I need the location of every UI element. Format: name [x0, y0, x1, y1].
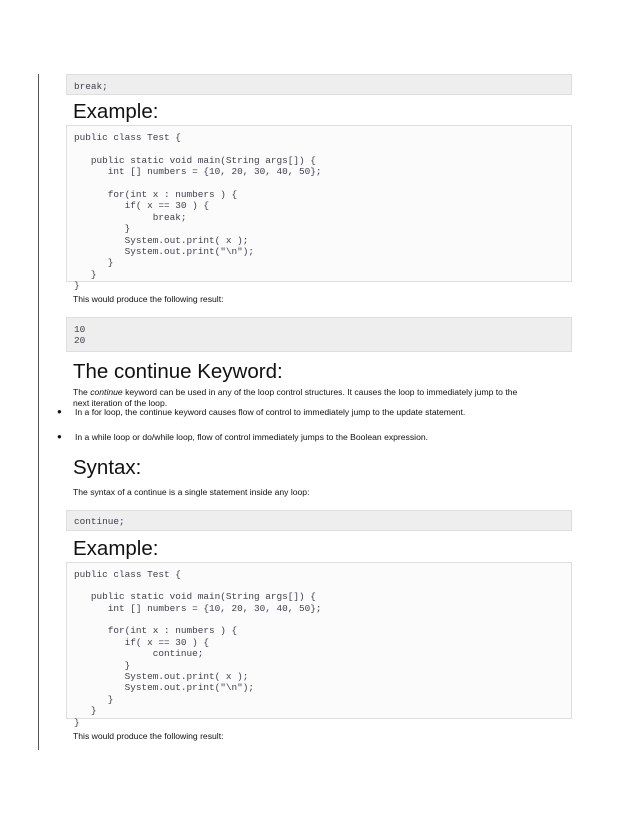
left-margin-rule: [38, 74, 39, 750]
code-line: System.out.print( x );: [74, 234, 249, 246]
code-line: }: [74, 716, 80, 728]
syntax-description: The syntax of a continue is a single statement inside any loop:: [73, 487, 310, 497]
heading-syntax: Syntax:: [73, 456, 142, 479]
code-line: if( x == 30 ) {: [74, 200, 210, 212]
code-line: [74, 143, 571, 154]
code-line: }: [74, 257, 114, 269]
code-line: public class Test {: [74, 132, 181, 143]
result-text-1: This would produce the following result:: [73, 294, 224, 304]
code-line: }: [74, 268, 97, 280]
code-block-continue-statement: [66, 510, 572, 531]
code-line: }: [74, 705, 97, 717]
continue-desc-rest: keyword can be used in any of the loop control structures. It causes the loop to immediately jump to the: [122, 386, 518, 397]
bullet-dot: ●: [57, 432, 62, 441]
code-line: if( x == 30 ) {: [74, 636, 210, 648]
result-text-2: This would produce the following result:: [73, 730, 224, 741]
code-line: int [] numbers = {10, 20, 30, 40, 50};: [74, 166, 322, 178]
bullet-text: In a for loop, the continue keyword causes flow of control to immediately jump to the update statement.: [75, 407, 466, 417]
code-line: for(int x : numbers ) {: [74, 188, 238, 200]
bullet-dot: ●: [57, 407, 62, 416]
document-content-lower: [66, 456, 572, 742]
heading-example-2: Example:: [73, 536, 159, 560]
continue-desc-line2: next iteration of the loop.: [73, 398, 168, 408]
code-line: [74, 614, 571, 625]
code-block-example-2: [66, 562, 572, 728]
code-line: int [] numbers = {10, 20, 30, 40, 50};: [74, 602, 322, 614]
code-line: }: [74, 280, 80, 292]
code-line: continue;: [74, 515, 125, 527]
code-line: public static void main(String args[]) {: [74, 591, 316, 603]
code-line: System.out.print("\n");: [74, 245, 255, 257]
heading-example-1: Example:: [73, 100, 159, 123]
code-block-output-1: [66, 317, 572, 352]
code-line: break;: [74, 81, 108, 92]
code-block-example-1: [66, 125, 572, 292]
code-line: System.out.print( x );: [74, 671, 249, 683]
code-line: for(int x : numbers ) {: [74, 625, 238, 637]
document-content: [66, 74, 572, 410]
bullet-text: In a while loop or do/while loop, flow of control immediately jumps to the Boolean expression.: [75, 432, 429, 442]
code-line: public static void main(String args[]) {: [74, 154, 316, 166]
continue-desc-prefix: The: [73, 386, 91, 397]
code-line: }: [74, 693, 114, 705]
code-line: public class Test {: [74, 568, 181, 580]
continue-keyword-italic: continue: [90, 386, 123, 397]
code-line: }: [74, 659, 131, 671]
code-line: break;: [74, 211, 187, 223]
output-line: 10: [74, 323, 86, 335]
code-line: [74, 580, 571, 591]
code-line: continue;: [74, 648, 204, 660]
code-line: [74, 178, 571, 189]
code-line: }: [74, 223, 131, 235]
code-block-break-statement: [66, 74, 572, 95]
code-line: System.out.print("\n");: [74, 682, 255, 694]
heading-continue-keyword: The continue Keyword:: [73, 359, 283, 383]
output-line: 20: [74, 334, 86, 346]
